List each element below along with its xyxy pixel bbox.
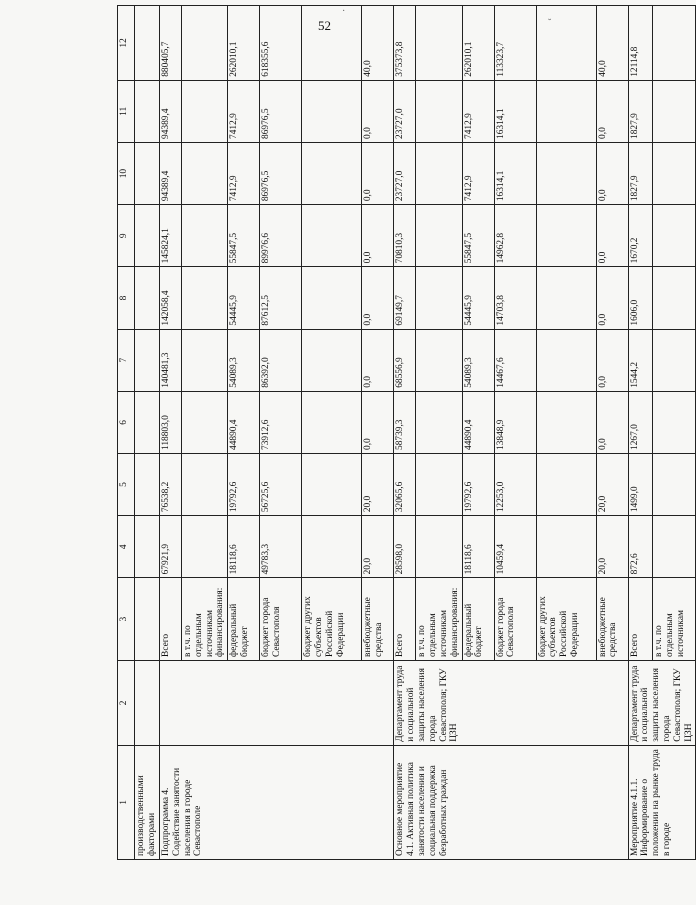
- value-cell: [653, 329, 696, 391]
- funding-source: Всего: [160, 578, 182, 661]
- value-cell: 44890,4: [228, 391, 260, 453]
- value-cell: [653, 267, 696, 329]
- funding-source: в т.ч. по отдельным источникам финансирования:: [416, 578, 462, 661]
- value-cell: 94389,4: [160, 80, 182, 142]
- value-cell: 23727,0: [394, 80, 416, 142]
- value-cell: [302, 391, 362, 453]
- value-cell: [182, 391, 228, 453]
- executor-cell: Департамент труда и социальной защиты населения города Севастополя; ГКУ ЦЗН: [394, 660, 628, 745]
- value-cell: [302, 142, 362, 204]
- funding-source: бюджет других субъектов Российской Федерации: [536, 578, 596, 661]
- value-cell: [653, 453, 696, 515]
- value-cell: 262010,1: [228, 6, 260, 81]
- value-cell: 1827,9: [628, 142, 653, 204]
- value-cell: 44890,4: [462, 391, 494, 453]
- value-cell: [182, 453, 228, 515]
- value-cell: [302, 453, 362, 515]
- value-cell: [302, 80, 362, 142]
- value-cell: [536, 516, 596, 578]
- value-cell: 7412,9: [462, 142, 494, 204]
- value-cell: [653, 6, 696, 81]
- value-cell: 20,0: [362, 453, 394, 515]
- value-cell: [653, 391, 696, 453]
- value-cell: 68556,9: [394, 329, 416, 391]
- table-row: [628, 6, 653, 860]
- subprogram-title: Подпрограмма 4. Содействие занятости населения в городе Севастополе: [160, 745, 394, 859]
- value-cell: 54445,9: [228, 267, 260, 329]
- value-cell: [536, 80, 596, 142]
- header-cell: 8: [118, 267, 135, 329]
- value-cell: 0,0: [362, 80, 394, 142]
- value-cell: 70810,3: [394, 205, 416, 267]
- value-cell: [653, 80, 696, 142]
- value-cell: 40,0: [596, 6, 628, 81]
- value-cell: [536, 142, 596, 204]
- header-cell: 11: [118, 80, 135, 142]
- scan-mark: ˘: [548, 18, 552, 29]
- rotated-table-container: [117, 5, 694, 860]
- header-cell: 3: [118, 578, 135, 661]
- value-cell: [653, 516, 696, 578]
- value-cell: [416, 80, 462, 142]
- budget-table: [117, 5, 696, 860]
- value-cell: [302, 329, 362, 391]
- value-cell: [302, 6, 362, 81]
- value-cell: 94389,4: [160, 142, 182, 204]
- value-cell: 0,0: [596, 205, 628, 267]
- value-cell: 12114,8: [628, 6, 653, 81]
- value-cell: 87612,5: [260, 267, 302, 329]
- table-body: [118, 6, 696, 860]
- value-cell: 1544,2: [628, 329, 653, 391]
- value-cell: 14962,8: [494, 205, 536, 267]
- value-cell: [416, 453, 462, 515]
- value-cell: 7412,9: [462, 80, 494, 142]
- activity-title: Основное мероприятие 4.1. Активная политика занятости населения и социальная поддержка безработных граждан: [394, 745, 628, 859]
- value-cell: 54089,3: [462, 329, 494, 391]
- value-cell: [416, 516, 462, 578]
- value-cell: 20,0: [362, 516, 394, 578]
- table-row: [394, 6, 416, 860]
- value-cell: 14467,6: [494, 329, 536, 391]
- value-cell: 872,6: [628, 516, 653, 578]
- value-cell: 10459,4: [494, 516, 536, 578]
- value-cell: [302, 205, 362, 267]
- value-cell: 375373,8: [394, 6, 416, 81]
- value-cell: 19792,6: [462, 453, 494, 515]
- page-number: 52: [318, 18, 331, 33]
- value-cell: 56725,6: [260, 453, 302, 515]
- funding-source: Всего: [394, 578, 416, 661]
- value-cell: 73912,6: [260, 391, 302, 453]
- value-cell: 13848,9: [494, 391, 536, 453]
- funding-source: федеральный бюджет: [462, 578, 494, 661]
- header-cell: 4: [118, 516, 135, 578]
- value-cell: 32065,6: [394, 453, 416, 515]
- value-cell: 49783,3: [260, 516, 302, 578]
- value-cell: [536, 6, 596, 81]
- value-cell: 0,0: [362, 267, 394, 329]
- value-cell: 12253,0: [494, 453, 536, 515]
- value-cell: 89976,6: [260, 205, 302, 267]
- value-cell: [416, 142, 462, 204]
- scan-mark: ·: [342, 6, 346, 17]
- executor-cell: Департамент труда и социальной защиты населения города Севастополя; ГКУ ЦЗН: [628, 660, 696, 745]
- value-cell: 0,0: [596, 329, 628, 391]
- header-cell: 6: [118, 391, 135, 453]
- header-cell: 10: [118, 142, 135, 204]
- funding-source: в т.ч. по отдельным источникам финансирования:: [182, 578, 228, 661]
- value-cell: [302, 267, 362, 329]
- value-cell: 0,0: [362, 329, 394, 391]
- value-cell: 20,0: [596, 453, 628, 515]
- value-cell: 69149,7: [394, 267, 416, 329]
- value-cell: 618355,6: [260, 6, 302, 81]
- header-cell: 9: [118, 205, 135, 267]
- value-cell: 20,0: [596, 516, 628, 578]
- value-cell: [536, 205, 596, 267]
- header-cell: 12: [118, 6, 135, 81]
- header-row: [118, 6, 135, 860]
- value-cell: 142058,4: [160, 267, 182, 329]
- value-cell: [416, 267, 462, 329]
- funding-source: федеральный бюджет: [228, 578, 260, 661]
- value-cell: 55847,5: [462, 205, 494, 267]
- value-cell: 262010,1: [462, 6, 494, 81]
- value-cell: [416, 205, 462, 267]
- value-cell: 7412,9: [228, 142, 260, 204]
- value-cell: [182, 516, 228, 578]
- funding-source: внебюджетные средства: [596, 578, 628, 661]
- value-cell: 23727,0: [394, 142, 416, 204]
- value-cell: 67921,9: [160, 516, 182, 578]
- funding-source: Всего: [628, 578, 653, 661]
- value-cell: 1606,0: [628, 267, 653, 329]
- table-row: [160, 6, 182, 860]
- value-cell: [536, 391, 596, 453]
- value-cell: 55847,5: [228, 205, 260, 267]
- value-cell: [182, 267, 228, 329]
- value-cell: 0,0: [596, 142, 628, 204]
- value-cell: 0,0: [362, 142, 394, 204]
- funding-source: внебюджетные средства: [362, 578, 394, 661]
- value-cell: [416, 6, 462, 81]
- value-cell: 28598,0: [394, 516, 416, 578]
- value-cell: [182, 80, 228, 142]
- value-cell: 1827,9: [628, 80, 653, 142]
- value-cell: [536, 329, 596, 391]
- value-cell: 0,0: [596, 391, 628, 453]
- value-cell: [182, 142, 228, 204]
- value-cell: [653, 205, 696, 267]
- funding-source: бюджет других субъектов Российской Федерации: [302, 578, 362, 661]
- continued-text: производственными факторами: [135, 745, 160, 859]
- value-cell: 86976,5: [260, 80, 302, 142]
- executor-cell: [160, 660, 394, 745]
- value-cell: 54089,3: [228, 329, 260, 391]
- value-cell: 14703,8: [494, 267, 536, 329]
- value-cell: 118803,0: [160, 391, 182, 453]
- funding-source: в т.ч. по отдельным источникам: [653, 578, 696, 661]
- value-cell: 880405,7: [160, 6, 182, 81]
- value-cell: 16314,1: [494, 142, 536, 204]
- value-cell: 76538,2: [160, 453, 182, 515]
- value-cell: 1499,0: [628, 453, 653, 515]
- value-cell: [182, 205, 228, 267]
- header-cell: 1: [118, 745, 135, 859]
- value-cell: 140481,3: [160, 329, 182, 391]
- value-cell: [536, 267, 596, 329]
- header-cell: 5: [118, 453, 135, 515]
- value-cell: [182, 6, 228, 81]
- value-cell: 18118,6: [462, 516, 494, 578]
- value-cell: 145824,1: [160, 205, 182, 267]
- value-cell: 1267,0: [628, 391, 653, 453]
- value-cell: 58739,3: [394, 391, 416, 453]
- value-cell: 1670,2: [628, 205, 653, 267]
- header-cell: 7: [118, 329, 135, 391]
- value-cell: 0,0: [596, 80, 628, 142]
- value-cell: 0,0: [362, 391, 394, 453]
- value-cell: 7412,9: [228, 80, 260, 142]
- value-cell: [536, 453, 596, 515]
- value-cell: [416, 391, 462, 453]
- value-cell: 113323,7: [494, 6, 536, 81]
- funding-source: бюджет города Севастополя: [260, 578, 302, 661]
- table-row: [135, 6, 160, 860]
- header-cell: 2: [118, 660, 135, 745]
- value-cell: [416, 329, 462, 391]
- value-cell: 54445,9: [462, 267, 494, 329]
- value-cell: 0,0: [362, 205, 394, 267]
- value-cell: 19792,6: [228, 453, 260, 515]
- value-cell: [653, 142, 696, 204]
- measure-title: Мероприятие 4.1.1. Информирование о положении на рынке труда в городе: [628, 745, 696, 859]
- value-cell: [302, 516, 362, 578]
- value-cell: 0,0: [596, 267, 628, 329]
- value-cell: 16314,1: [494, 80, 536, 142]
- value-cell: 86976,5: [260, 142, 302, 204]
- value-cell: 40,0: [362, 6, 394, 81]
- value-cell: 86392,0: [260, 329, 302, 391]
- value-cell: 18118,6: [228, 516, 260, 578]
- funding-source: бюджет города Севастополя: [494, 578, 536, 661]
- value-cell: [182, 329, 228, 391]
